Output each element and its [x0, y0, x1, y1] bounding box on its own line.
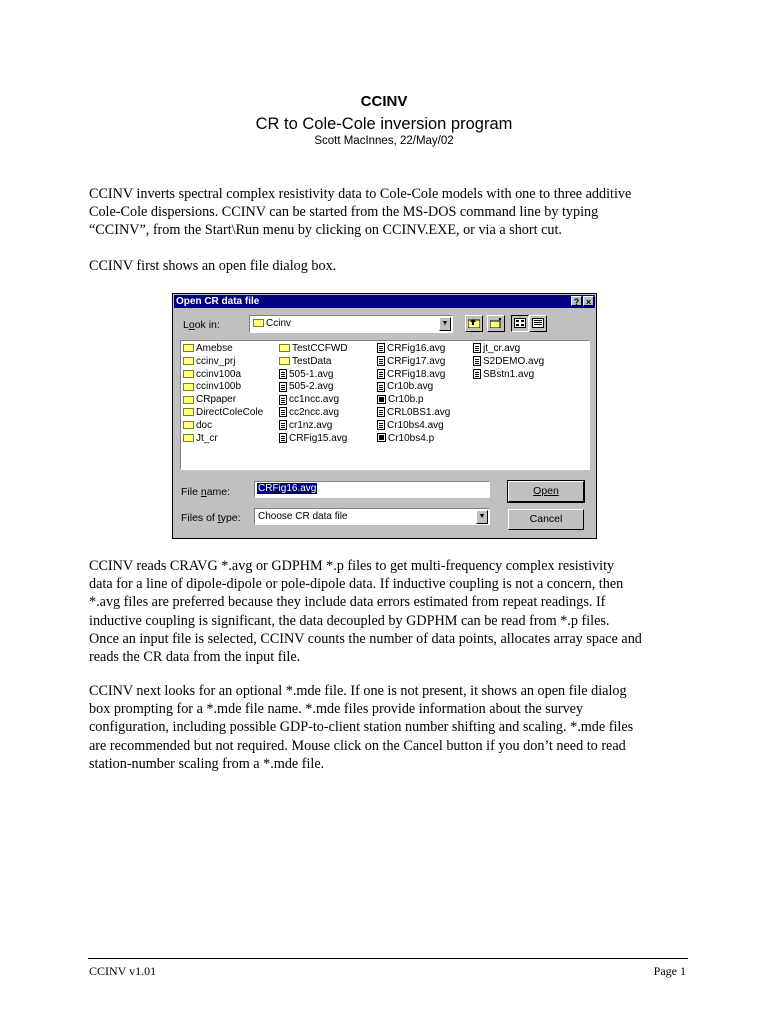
footer-divider: [88, 958, 688, 959]
dialog-titlebar: [174, 295, 595, 308]
file-list-item-name: Jt_cr: [196, 432, 218, 444]
new-folder-button[interactable]: [487, 315, 505, 332]
file-column: [473, 343, 544, 381]
file-list-item-name: CRFig18.avg: [387, 368, 446, 380]
file-list-item-name: 505-2.avg: [289, 381, 334, 393]
files-of-type-label: Files of type:: [181, 512, 241, 524]
folder-icon: [253, 319, 264, 327]
folder-icon: [183, 434, 194, 442]
file-list-item[interactable]: [473, 369, 544, 382]
up-folder-icon: [468, 318, 480, 328]
cancel-button[interactable]: Cancel: [508, 509, 584, 530]
list-view-icon: [514, 318, 526, 328]
folder-icon: [183, 408, 194, 416]
open-button[interactable]: Open: [508, 481, 584, 502]
paragraph-line: Cole-Cole dispersions. CCINV can be started from the MS-DOS command line by typing: [89, 204, 599, 221]
file-name-input[interactable]: [254, 481, 490, 498]
file-list-item[interactable]: [377, 356, 450, 369]
paragraph-line: are recommended but not required. Mouse click on the Cancel button if you don’t need to read: [89, 737, 626, 754]
file-list-item-name: ccinv100b: [196, 381, 242, 393]
document-subtitle: CR to Cole-Cole inversion program: [255, 115, 513, 133]
file-icon: [377, 356, 385, 366]
paragraph-line: configuration, including possible GDP-to-client station number shifting and scaling. *.mde files: [89, 719, 634, 736]
file-list-item-name: ccinv_prj: [196, 355, 236, 367]
paragraph-line: Once an input file is selected, CCINV counts the number of data points, allocates array space and: [89, 630, 642, 647]
file-column: [377, 343, 450, 445]
file-list-item[interactable]: [377, 369, 450, 382]
file-list-item[interactable]: [279, 356, 348, 369]
file-icon: [377, 395, 386, 404]
document-header: [0, 93, 768, 148]
file-column: [183, 343, 263, 445]
up-folder-button[interactable]: [465, 315, 483, 332]
file-name-value: CRFig16.avg: [258, 483, 317, 494]
file-list-item[interactable]: [377, 394, 450, 407]
file-list-item-name: ccinv100a: [196, 368, 242, 380]
file-list-item-name: Amebse: [196, 343, 233, 354]
file-list-item[interactable]: [279, 433, 348, 446]
dialog-intro-paragraph: [89, 257, 689, 275]
folder-icon: [183, 344, 194, 352]
paragraph-line: CCINV reads CRAVG *.avg or GDPHM *.p files to get multi-frequency complex resistivity: [89, 558, 615, 574]
file-list-item[interactable]: [473, 343, 544, 356]
dialog-title: Open CR data file: [176, 296, 260, 307]
files-of-type-value: Choose CR data file: [258, 511, 348, 522]
file-icon: [377, 420, 385, 430]
file-list-item[interactable]: [377, 407, 450, 420]
footer-version: CCINV v1.01: [89, 964, 157, 978]
file-list-item[interactable]: [279, 343, 348, 356]
file-list-item-name: CRL0BS1.avg: [387, 406, 451, 418]
files-of-type-dropdown[interactable]: [254, 508, 490, 525]
file-list-item-name: Cr10b.p: [388, 394, 424, 406]
paragraph-line: CCINV next looks for an optional *.mde file. If one is not present, it shows an open file dialog: [89, 683, 627, 699]
page-number: Page 1: [653, 964, 686, 978]
file-list-item[interactable]: [279, 381, 348, 394]
input-files-paragraph: [89, 557, 689, 666]
file-list-item[interactable]: [377, 343, 450, 356]
file-column: [279, 343, 348, 445]
paragraph-line: inductive coupling is significant, the data decoupled by GDPHM can be read from *.p files.: [89, 612, 610, 629]
file-list-item-name: CRFig16.avg: [387, 343, 446, 354]
details-view-button[interactable]: [529, 315, 547, 332]
file-list-item[interactable]: [473, 356, 544, 369]
paragraph-line: “CCINV”, from the Start\Run menu by clicking on CCINV.EXE, or via a short cut.: [89, 222, 562, 239]
file-list-item[interactable]: [183, 356, 263, 369]
file-icon: [377, 369, 385, 379]
file-list-item[interactable]: [183, 369, 263, 382]
file-icon: [279, 433, 287, 443]
paragraph-line: box prompting for a *.mde file name. *.mde files provide information about the survey: [89, 701, 584, 718]
file-list-item-name: Cr10b.avg: [387, 381, 434, 393]
file-icon: [377, 343, 385, 353]
file-list-item-name: cc1ncc.avg: [289, 394, 340, 406]
file-list-item-name: cr1nz.avg: [289, 419, 333, 431]
file-list-item[interactable]: [183, 433, 263, 446]
file-icon: [473, 369, 481, 379]
file-list-item-name: CRFig17.avg: [387, 355, 446, 367]
file-list-item-name: doc: [196, 419, 213, 431]
file-list-item[interactable]: [183, 407, 263, 420]
help-button[interactable]: ?: [571, 296, 582, 306]
folder-icon: [279, 344, 290, 352]
file-list-item-name: CRFig15.avg: [289, 432, 348, 444]
open-file-dialog: [172, 293, 597, 539]
look-in-label: Look in:: [183, 319, 220, 331]
file-list-item[interactable]: [279, 369, 348, 382]
file-icon: [473, 356, 481, 366]
paragraph-line: *.avg files are preferred because they include data errors estimated from repeat readings. If: [89, 594, 606, 611]
folder-icon: [183, 370, 194, 378]
file-icon: [279, 369, 287, 379]
look-in-value: Ccinv: [266, 318, 292, 329]
paragraph-line: station-number scaling from a *.mde file.: [89, 755, 325, 772]
file-list-item[interactable]: [183, 420, 263, 433]
author-date: Scott MacInnes, 22/May/02: [314, 135, 454, 147]
file-list-item-name: CRpaper: [196, 394, 237, 406]
look-in-dropdown[interactable]: [249, 315, 453, 333]
file-icon: [377, 433, 386, 442]
paragraph-line: CCINV inverts spectral complex resistivity data to Cole-Cole models with one to three additive: [89, 186, 632, 202]
list-view-button[interactable]: [511, 315, 529, 332]
file-list-item[interactable]: [183, 343, 263, 356]
file-list-item[interactable]: [377, 420, 450, 433]
folder-icon: [183, 396, 194, 404]
file-icon: [279, 382, 287, 392]
file-list-item-name: cc2ncc.avg: [289, 406, 340, 418]
file-list-item-name: TestData: [292, 355, 332, 367]
folder-icon: [183, 357, 194, 365]
folder-icon: [183, 383, 194, 391]
folder-icon: [279, 357, 290, 365]
file-list-item[interactable]: [279, 394, 348, 407]
close-button[interactable]: ×: [583, 296, 594, 306]
file-list-item-name: Cr10bs4.avg: [387, 419, 444, 431]
file-icon: [279, 420, 287, 430]
chevron-down-icon[interactable]: ▼: [439, 317, 451, 331]
file-list-item[interactable]: [377, 433, 450, 446]
file-list-item[interactable]: [183, 394, 263, 407]
paragraph-line: CCINV first shows an open file dialog box.: [89, 258, 337, 274]
file-list-item-name: SBstn1.avg: [483, 368, 535, 380]
file-list-item-name: jt_cr.avg: [483, 343, 521, 354]
details-view-icon: [532, 318, 544, 328]
file-icon: [377, 407, 385, 417]
file-icon: [279, 407, 287, 417]
file-icon: [473, 343, 481, 353]
file-list-item[interactable]: [183, 381, 263, 394]
paragraph-line: reads the CR data from the input file.: [89, 649, 301, 666]
file-list-item[interactable]: [377, 381, 450, 394]
file-list-item-name: DirectColeCole: [196, 406, 264, 418]
file-list-item-name: S2DEMO.avg: [483, 355, 545, 367]
file-icon: [279, 395, 287, 405]
file-list-item[interactable]: [279, 420, 348, 433]
chevron-down-icon[interactable]: ▼: [476, 510, 488, 524]
folder-icon: [183, 421, 194, 429]
file-list[interactable]: [180, 340, 590, 470]
document-title: CCINV: [360, 93, 408, 110]
intro-paragraph: [89, 185, 689, 240]
file-name-label: File name:: [181, 486, 231, 498]
file-list-item[interactable]: [279, 407, 348, 420]
paragraph-line: data for a line of dipole-dipole or pole-dipole data. If inductive coupling is not a concern, then: [89, 576, 624, 593]
mde-file-paragraph: [89, 682, 689, 773]
new-folder-icon: [490, 318, 502, 328]
file-list-item-name: TestCCFWD: [292, 343, 348, 354]
file-list-item-name: Cr10bs4.p: [388, 432, 435, 444]
file-list-item-name: 505-1.avg: [289, 368, 334, 380]
file-icon: [377, 382, 385, 392]
